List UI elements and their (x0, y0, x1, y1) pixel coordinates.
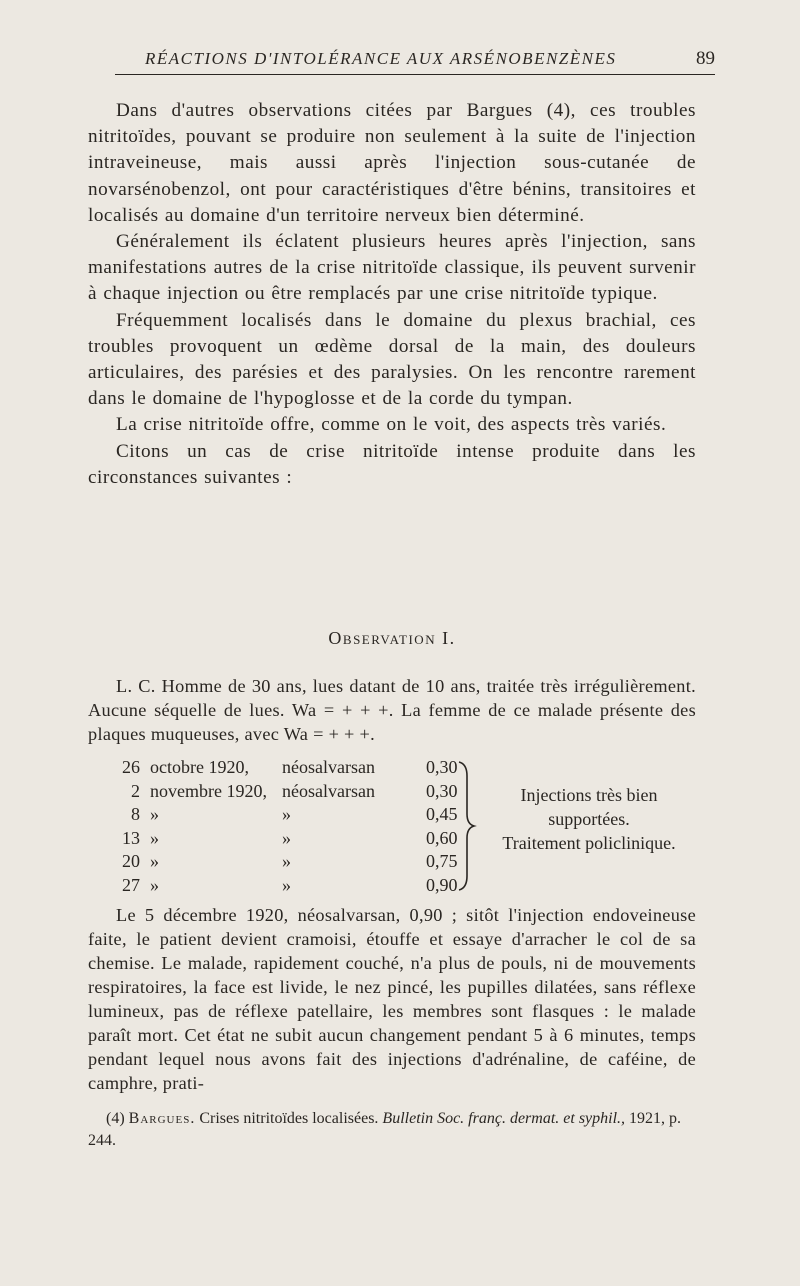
injection-row (112, 874, 476, 898)
body-text (88, 98, 696, 491)
injection-date: 2 (131, 780, 140, 801)
injection-dose: 0,45 (426, 804, 458, 824)
observation-intro-text: L. C. Homme de 30 ans, lues datant de 10 ans, traitée très irrégulièrement. Aucune séquelle de lues. Wa = + + +. La femme de ce malade présente des plaques muqueuses, avec Wa = + + +. (88, 676, 696, 744)
page-number: 89 (696, 48, 715, 69)
injection-date: 27 (122, 874, 140, 895)
injection-month: » (150, 851, 159, 871)
observation-text (88, 903, 696, 1095)
injection-dose: 0,60 (426, 827, 458, 848)
curly-brace-icon (455, 760, 477, 892)
injection-drug: » (282, 874, 291, 895)
footnote-journal: Bulletin Soc. franç. dermat. et syphil., (382, 1110, 626, 1127)
injection-row (112, 850, 476, 874)
paragraph-4: La crise nitritoïde offre, comme on le voit, des aspects très variés. (116, 414, 667, 436)
page-header (115, 48, 715, 75)
observation-title: Observation I. (328, 628, 456, 648)
injection-drug: néosalvarsan (282, 757, 375, 777)
injection-row (112, 827, 476, 851)
injection-row (112, 756, 476, 780)
injection-row (112, 803, 476, 827)
injection-dose: 0,75 (426, 851, 458, 871)
remark-line-1: Injections très bien (520, 785, 658, 805)
injection-dose: 0,30 (426, 780, 458, 801)
injection-dose: 0,90 (426, 874, 458, 895)
injection-date: 13 (122, 827, 140, 848)
paragraph-3: Fréquemment localisés dans le domaine du plexus brachial, ces troubles provoquent un œdème dorsal de la main, des douleurs articulaires, des parésies et des paralysies. On les rencontre rarement dans le domaine de l'hypoglosse et de la corde du tympan. (88, 309, 696, 410)
remark-line-3: Traitement policlinique. (502, 833, 676, 853)
injection-drug: » (282, 851, 291, 871)
injection-list (112, 756, 476, 897)
remark-line-2: supportées. (548, 809, 630, 829)
footnote-marker: (4) (106, 1110, 125, 1127)
injection-month: novembre 1920, (150, 780, 267, 801)
footnote-details: 1921, p. 244. (88, 1110, 682, 1149)
injection-date: 26 (122, 757, 140, 777)
footnote-title: Crises nitritoïdes localisées. (199, 1110, 379, 1127)
footnote-author: Bargues. (128, 1110, 196, 1127)
paragraph-2: Généralement ils éclatent plusieurs heures après l'injection, sans manifestations autres de la crise nitritoïde classique, ils peuvent survenir à chaque injection ou être remplacés par une crise nitritoïde typique. (88, 231, 696, 305)
paragraph-1: Dans d'autres observations citées par Bargues (4), ces troubles nitritoïdes, pouvant se produire non seulement à la suite de l'injection intraveineuse, mais aussi après l'injection sous-cutanée de novarsénobenzol, ont pour caractéristiques d'être bénins, transitoires et localisés au domaine d'un territoire nerveux bien déterminé. (88, 100, 696, 226)
injection-drug: néosalvarsan (282, 780, 375, 801)
injection-drug: » (282, 804, 291, 824)
injection-month: » (150, 874, 159, 895)
injection-month: » (150, 804, 159, 824)
observation-paragraph: Le 5 décembre 1920, néosalvarsan, 0,90 ; sitôt l'injection endoveineuse faite, le patient devient cramoisi, étouffe et essaye d'arracher le col de sa chemise. Le malade, rapidement couché, n'a plus de pouls, ni de mouvements respiratoires, la face est livide, le nez pincé, les pupilles dilatées, sans réflexe lumineux, pas de réflexe patellaire, les membres sont flasques : le malade paraît mort. Cet état ne subit aucun changement pendant 5 à 6 minutes, temps pendant lequel nous avons fait des injections d'adrénaline, de caféine, de camphre, prati- (88, 905, 696, 1093)
injection-drug: » (282, 827, 291, 848)
injection-dose: 0,30 (426, 757, 458, 777)
paragraph-5: Citons un cas de crise nitritoïde intense produite dans les circonstances suivantes : (88, 440, 696, 488)
running-head: RÉACTIONS D'INTOLÉRANCE AUX ARSÉNOBENZÈNES (145, 49, 617, 68)
injection-row (112, 780, 476, 804)
injection-date: 8 (131, 804, 140, 824)
injection-month: octobre 1920, (150, 757, 249, 777)
footnote (88, 1108, 696, 1152)
injection-month: » (150, 827, 159, 848)
injection-remark (478, 783, 700, 855)
injection-date: 20 (122, 851, 140, 871)
observation-intro (88, 674, 696, 746)
